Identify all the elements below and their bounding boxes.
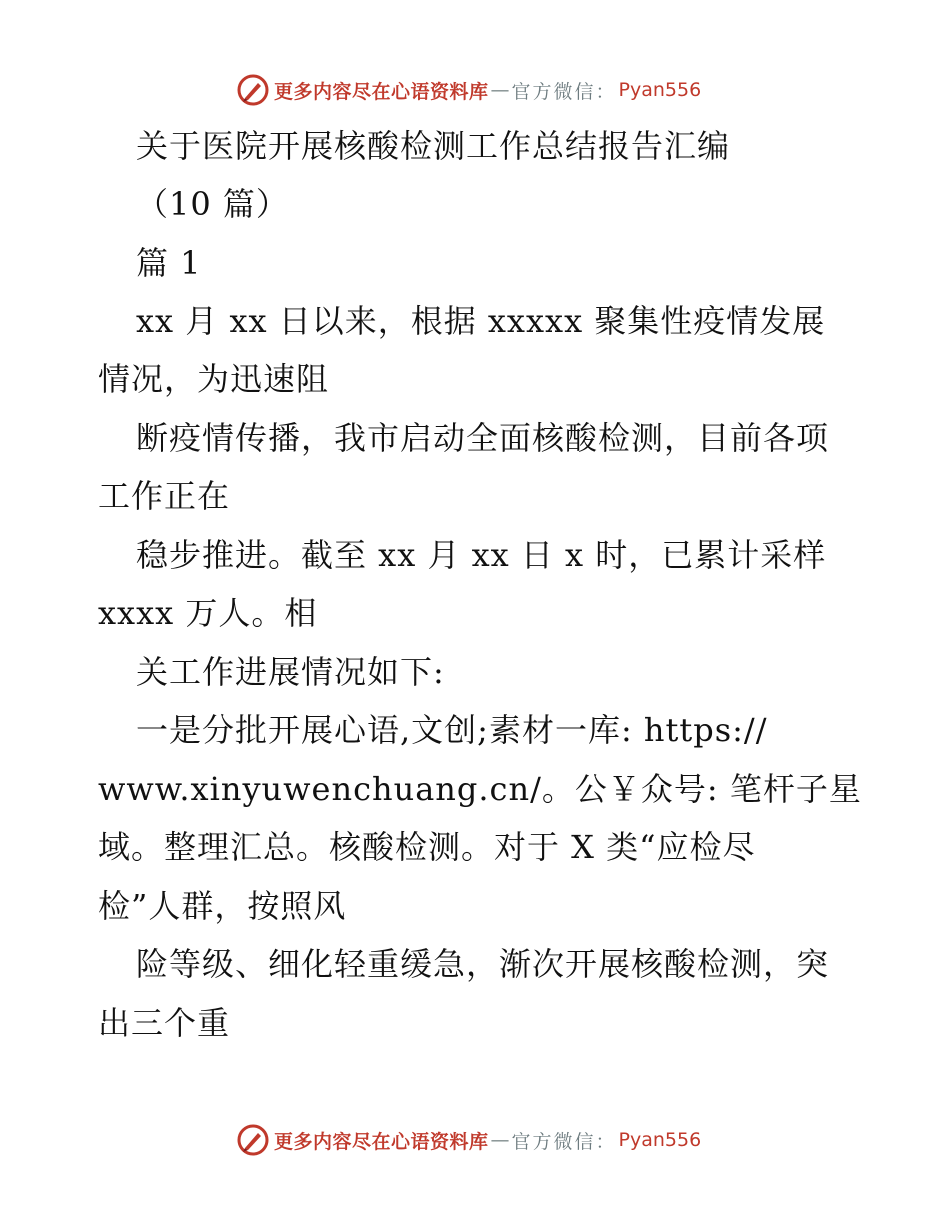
- paragraph-line: 情况，为迅速阻: [98, 360, 330, 398]
- paragraph-line: 险等级、细化轻重缓急，渐次开展核酸检测，突: [136, 945, 830, 983]
- document-title: 关于医院开展核酸检测工作总结报告汇编: [136, 127, 731, 165]
- banner-wechat-id: Pyan556: [618, 79, 702, 101]
- paragraph-line: xx 月 xx 日以来，根据 xxxxx 聚集性疫情发展: [136, 302, 826, 340]
- footer-banner: [236, 1122, 716, 1158]
- banner-wechat-label: 官方微信：: [511, 1130, 617, 1153]
- paragraph-line: 检”人群，按照风: [98, 887, 347, 925]
- banner-main-text: 更多内容尽在心语资料库: [274, 1130, 489, 1153]
- section-heading: 篇 1: [136, 244, 202, 282]
- paragraph-line: 关工作进展情况如下:: [136, 653, 445, 691]
- pen-logo-icon: [236, 73, 270, 107]
- paragraph-line: 工作正在: [98, 477, 231, 515]
- banner-separator: —: [490, 1129, 510, 1151]
- pen-logo-icon: [236, 1123, 270, 1157]
- paragraph-line: xxxx 万人。相: [98, 594, 318, 632]
- document-title-count: （10 篇）: [136, 185, 289, 223]
- paragraph-line: www.xinyuwenchuang.cn/。公￥众号: 笔杆子星: [98, 770, 862, 808]
- paragraph-line: 出三个重: [98, 1004, 231, 1042]
- banner-wechat-id: Pyan556: [618, 1129, 702, 1151]
- banner-main-text: 更多内容尽在心语资料库: [274, 80, 489, 103]
- paragraph-line: 断疫情传播，我市启动全面核酸检测，目前各项: [136, 419, 830, 457]
- paragraph-line: 域。整理汇总。核酸检测。对于 X 类“应检尽: [98, 828, 756, 866]
- banner-wechat-label: 官方微信：: [511, 80, 617, 103]
- header-banner: [236, 72, 716, 108]
- paragraph-line: 一是分批开展心语,文创;素材一库: https://: [136, 711, 768, 749]
- banner-separator: —: [490, 79, 510, 101]
- paragraph-line: 稳步推进。截至 xx 月 xx 日 x 时，已累计采样: [136, 536, 827, 574]
